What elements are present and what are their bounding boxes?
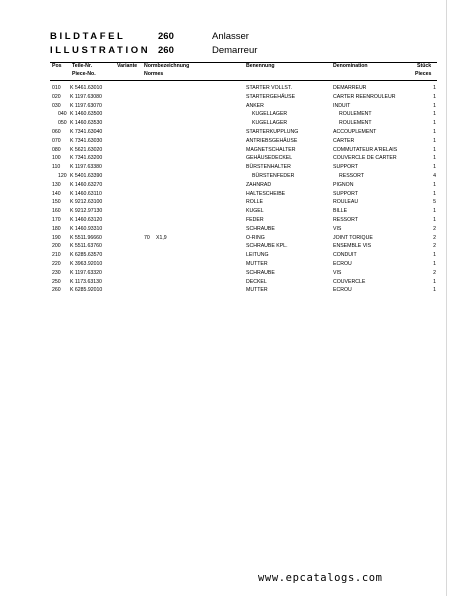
benennung-cell: ANKER xyxy=(246,102,264,109)
pos-cell: 220 xyxy=(52,260,61,267)
table-row xyxy=(0,286,446,295)
part-number-cell: K 1460.63500 xyxy=(70,111,103,118)
qty-cell: 2 xyxy=(433,225,436,232)
table-row xyxy=(0,251,446,260)
part-number-cell: K 1197.63320 xyxy=(70,269,102,276)
denomination-cell: VIS xyxy=(333,269,342,276)
illustration-description: Demarreur xyxy=(212,45,258,56)
qty-cell: 2 xyxy=(433,234,436,241)
pos-cell: 040 xyxy=(58,111,67,118)
part-number-cell: K 9212.63100 xyxy=(70,199,103,206)
pos-cell: 130 xyxy=(52,181,61,188)
part-number-cell: K 1460.93310 xyxy=(70,225,103,232)
denomination-cell: BILLE xyxy=(333,208,348,215)
benennung-cell: KUGELLAGER xyxy=(252,120,288,127)
qty-cell: 1 xyxy=(433,190,436,197)
denomination-cell: CARTER xyxy=(333,137,355,144)
part-number-cell: K 1460.63120 xyxy=(70,216,103,223)
table-row xyxy=(0,225,446,234)
denomination-cell: PIGNON xyxy=(333,181,354,188)
benennung-cell: ZAHNRAD xyxy=(246,181,272,188)
bildtafel-description: Anlasser xyxy=(212,31,249,42)
qty-cell: 4 xyxy=(433,172,436,179)
benennung-cell: LEITUNG xyxy=(246,252,269,259)
table-row xyxy=(0,84,446,93)
col-qty-header-fr: Pieces xyxy=(415,71,432,77)
table-row xyxy=(0,93,446,102)
col-norm-header-fr: Normes xyxy=(144,71,164,77)
denomination-cell: ROULEMENT xyxy=(339,111,372,118)
pos-cell: 260 xyxy=(52,287,61,294)
parts-table xyxy=(0,84,446,295)
denomination-cell: CARTER REENROULEUR xyxy=(333,93,396,100)
benennung-cell: BÜRSTENFEDER xyxy=(252,172,295,179)
pos-cell: 020 xyxy=(52,93,61,100)
bildtafel-label: BILDTAFEL xyxy=(50,31,126,42)
pos-cell: 170 xyxy=(52,216,61,223)
norm-cell: X1,9 xyxy=(156,234,167,241)
part-number-cell: K 6285.92010 xyxy=(70,287,103,294)
illustration-label: ILLUSTRATION xyxy=(50,45,151,56)
part-number-cell: K 7341.63040 xyxy=(70,128,103,135)
denomination-cell: ENSEMBLE VIS xyxy=(333,243,372,250)
table-row xyxy=(0,207,446,216)
table-row xyxy=(0,119,446,128)
table-row xyxy=(0,198,446,207)
benennung-cell: FEDER xyxy=(246,216,264,223)
denomination-cell: COMMUTATEUR A'RELAIS xyxy=(333,146,398,153)
qty-cell: 1 xyxy=(433,252,436,259)
table-row xyxy=(0,181,446,190)
denomination-cell: RESSORT xyxy=(333,216,358,223)
part-number-cell: K 9212.97130 xyxy=(70,208,103,215)
watermark-url: www.epcatalogs.com xyxy=(258,572,383,584)
qty-cell: 1 xyxy=(433,146,436,153)
qty-cell: 1 xyxy=(433,85,436,91)
qty-cell: 5 xyxy=(433,199,436,206)
denomination-cell: ACCOUPLEMENT xyxy=(333,128,377,135)
table-row xyxy=(0,163,446,172)
table-row xyxy=(0,260,446,269)
bildtafel-number: 260 xyxy=(158,31,174,42)
part-number-cell: K 1460.63110 xyxy=(70,190,102,197)
benennung-cell: STARTER VOLLST. xyxy=(246,85,292,91)
benennung-cell: SCHRAUBE xyxy=(246,269,275,276)
part-number-cell: K 5511.96660 xyxy=(70,234,102,241)
qty-cell: 1 xyxy=(433,208,436,215)
pos-cell: 190 xyxy=(52,234,61,241)
benennung-cell: MUTTER xyxy=(246,260,268,267)
part-number-cell: K 1460.63530 xyxy=(70,120,103,127)
pos-cell: 100 xyxy=(52,155,61,162)
benennung-cell: KUGEL xyxy=(246,208,264,215)
part-number-cell: K 1197.63070 xyxy=(70,102,102,109)
pos-cell: 060 xyxy=(52,128,61,135)
qty-cell: 2 xyxy=(433,269,436,276)
denomination-cell: INDUIT xyxy=(333,102,351,109)
benennung-cell: GEHÄUSEDECKEL xyxy=(246,155,293,162)
benennung-cell: STARTERKUPPLUNG xyxy=(246,128,299,135)
qty-cell: 1 xyxy=(433,120,436,127)
qty-cell: 1 xyxy=(433,128,436,135)
part-number-cell: K 1197.63080 xyxy=(70,93,102,100)
benennung-cell: STARTERGEHÄUSE xyxy=(246,93,296,100)
col-variant-header: Variante xyxy=(117,63,138,69)
header-rule-bottom xyxy=(50,80,437,81)
pos-cell: 120 xyxy=(58,172,67,179)
pos-cell: 110 xyxy=(52,164,61,171)
denomination-cell: JOINT TORIQUE xyxy=(333,234,373,241)
part-number-cell: K 5401.63390 xyxy=(70,172,103,179)
illustration-number: 260 xyxy=(158,45,174,56)
part-number-cell: K 7341.63200 xyxy=(70,155,103,162)
table-row xyxy=(0,137,446,146)
table-row xyxy=(0,172,446,181)
denomination-cell: COUVERCLE xyxy=(333,278,366,285)
pos-cell: 230 xyxy=(52,269,61,276)
denomination-cell: ROULEMENT xyxy=(339,120,372,127)
header-rule-top xyxy=(50,62,437,63)
pos-cell: 140 xyxy=(52,190,61,197)
table-row xyxy=(0,146,446,155)
pos-cell: 150 xyxy=(52,199,61,206)
benennung-cell: MAGNETSCHALTER xyxy=(246,146,296,153)
pos-cell: 180 xyxy=(52,225,61,232)
benennung-cell: DECKEL xyxy=(246,278,267,285)
pos-cell: 030 xyxy=(52,102,61,109)
qty-cell: 1 xyxy=(433,111,436,118)
benennung-cell: SCHRAUBE xyxy=(246,225,275,232)
benennung-cell: SCHRAUBE KPL. xyxy=(246,243,288,250)
denomination-cell: ECROU xyxy=(333,260,352,267)
col-norm-header: Normbezeichnung xyxy=(144,63,190,69)
part-number-cell: K 1460.63270 xyxy=(70,181,103,188)
denomination-cell: ECROU xyxy=(333,287,352,294)
qty-cell: 1 xyxy=(433,287,436,294)
part-number-cell: K 5511.63760 xyxy=(70,243,102,250)
table-row xyxy=(0,216,446,225)
col-part-header: Teile-Nr. xyxy=(72,63,93,69)
benennung-cell: ANTRIEBSGEHÄUSE xyxy=(246,137,298,144)
benennung-cell: MUTTER xyxy=(246,287,268,294)
col-benennung-header: Benennung xyxy=(246,63,275,69)
table-row xyxy=(0,102,446,111)
benennung-cell: BÜRSTENHALTER xyxy=(246,164,291,171)
pos-cell: 050 xyxy=(58,120,67,127)
qty-cell: 1 xyxy=(433,137,436,144)
table-row xyxy=(0,242,446,251)
benennung-cell: HALTESCHEIBE xyxy=(246,190,286,197)
denomination-cell: RESSORT xyxy=(339,172,364,179)
qty-cell: 1 xyxy=(433,260,436,267)
qty-cell: 2 xyxy=(433,243,436,250)
part-number-cell: K 3963.92010 xyxy=(70,260,103,267)
qty-cell: 1 xyxy=(433,278,436,285)
pos-cell: 200 xyxy=(52,243,61,250)
benennung-cell: KUGELLAGER xyxy=(252,111,288,118)
col-part-header-fr: Piece-No. xyxy=(72,71,96,77)
pos-cell: 160 xyxy=(52,208,61,215)
benennung-cell: O-RING xyxy=(246,234,265,241)
qty-cell: 1 xyxy=(433,155,436,162)
denomination-cell: DEMARREUR xyxy=(333,85,367,91)
pos-cell: 250 xyxy=(52,278,61,285)
col-qty-header: Stück xyxy=(417,63,432,69)
qty-cell: 1 xyxy=(433,102,436,109)
table-row xyxy=(0,234,446,243)
pos-cell: 010 xyxy=(52,85,61,91)
qty-cell: 1 xyxy=(433,93,436,100)
table-row xyxy=(0,190,446,199)
part-number-cell: K 1197.63380 xyxy=(70,164,102,171)
qty-cell: 1 xyxy=(433,164,436,171)
table-row xyxy=(0,128,446,137)
denomination-cell: SUPPORT xyxy=(333,190,358,197)
col-pos-header: Pos xyxy=(52,63,62,69)
denomination-cell: SUPPORT xyxy=(333,164,358,171)
table-row xyxy=(0,269,446,278)
col-denomination-header: Denomination xyxy=(333,63,368,69)
part-number-cell: K 1173.63130 xyxy=(70,278,102,285)
pos-cell: 070 xyxy=(52,137,61,144)
qty-cell: 1 xyxy=(433,216,436,223)
part-number-cell: K 5621.63020 xyxy=(70,146,103,153)
table-row xyxy=(0,278,446,287)
pos-cell: 080 xyxy=(52,146,61,153)
part-number-cell: K 6285.63570 xyxy=(70,252,103,259)
qty-cell: 1 xyxy=(433,181,436,188)
denomination-cell: CONDUIT xyxy=(333,252,357,259)
table-row xyxy=(0,110,446,119)
pos-cell: 210 xyxy=(52,252,61,259)
denomination-cell: ROULEAU xyxy=(333,199,359,206)
table-row xyxy=(0,154,446,163)
denomination-cell: VIS xyxy=(333,225,342,232)
part-number-cell: K 5461.63010 xyxy=(70,85,103,91)
part-number-cell: K 7341.63030 xyxy=(70,137,103,144)
variant-cell: 70 xyxy=(144,234,150,241)
benennung-cell: ROLLE xyxy=(246,199,264,206)
denomination-cell: COUVERCLE DE CARTER xyxy=(333,155,397,162)
